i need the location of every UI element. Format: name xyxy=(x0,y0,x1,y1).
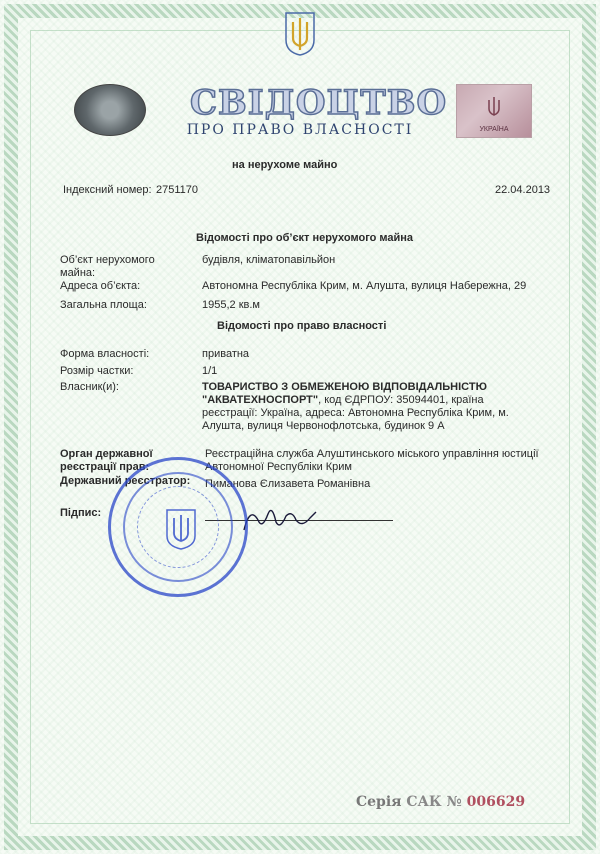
object-type-value: будівля, кліматопавільйон xyxy=(202,254,336,266)
series-value: 006629 xyxy=(466,794,526,810)
handwritten-signature xyxy=(240,500,320,538)
registrar-label: Державний реєстратор: xyxy=(60,475,191,487)
registration-organ-value: Реєстраційна служба Алуштинського міського управління юстиції Автономної Республіки Крим xyxy=(205,448,539,473)
country-label: УКРАЇНА xyxy=(479,126,509,133)
trident-icon xyxy=(165,508,197,550)
share-value: 1/1 xyxy=(202,365,218,377)
ownership-form-value: приватна xyxy=(202,348,250,360)
signature-label: Підпис: xyxy=(60,507,102,519)
area-label: Загальна площа: xyxy=(60,299,147,311)
object-section-heading: Відомості про об’єкт нерухомого майна xyxy=(196,232,414,244)
address-label: Адреса об’єкта: xyxy=(60,280,141,292)
rights-section-heading: Відомості про право власності xyxy=(217,320,387,332)
issue-date: 22.04.2013 xyxy=(495,184,551,196)
hologram-icon xyxy=(74,84,146,136)
object-type-label: Об’єкт нерухомого майна: xyxy=(60,254,155,279)
registration-organ-label: Орган державної реєстрації прав: xyxy=(60,448,153,473)
address-value: Автономна Республіка Крим, м. Алушта, вулиця Набережна, 29 xyxy=(202,280,527,292)
official-seal xyxy=(108,457,248,597)
trident-icon xyxy=(283,10,317,56)
document-title: СВІДОЦТВО xyxy=(190,83,448,123)
registrar-value: Пиманова Єлизавета Романівна xyxy=(205,478,371,490)
owner-label: Власник(и): xyxy=(60,381,119,393)
series-label: Серія xyxy=(356,794,402,810)
series-code: САК № xyxy=(406,794,462,810)
security-stamp xyxy=(456,84,532,138)
area-value: 1955,2 кв.м xyxy=(202,299,260,311)
owner-block xyxy=(202,381,542,433)
owner-details: , код ЄДРПОУ: 35094401, країна реєстрації: Україна, адреса: Автономна Республіка Крим, м. Алушта, вулиця Червонофлотська, будинок 9 А xyxy=(202,394,509,432)
share-label: Розмір частки: xyxy=(60,365,134,377)
index-number: 2751170 xyxy=(156,184,199,196)
trident-icon xyxy=(485,95,503,119)
owner-name: ТОВАРИСТВО З ОБМЕЖЕНОЮ ВІДПОВІДАЛЬНІСТЮ "АКВАТЕХНОСПОРТ" xyxy=(202,381,487,406)
series-number xyxy=(356,794,525,810)
document-subtitle: ПРО ПРАВО ВЛАСНОСТІ xyxy=(186,122,414,138)
ownership-form-label: Форма власності: xyxy=(60,348,150,360)
index-label: Індексний номер: xyxy=(63,184,152,196)
subject-line: на нерухоме майно xyxy=(232,159,338,171)
